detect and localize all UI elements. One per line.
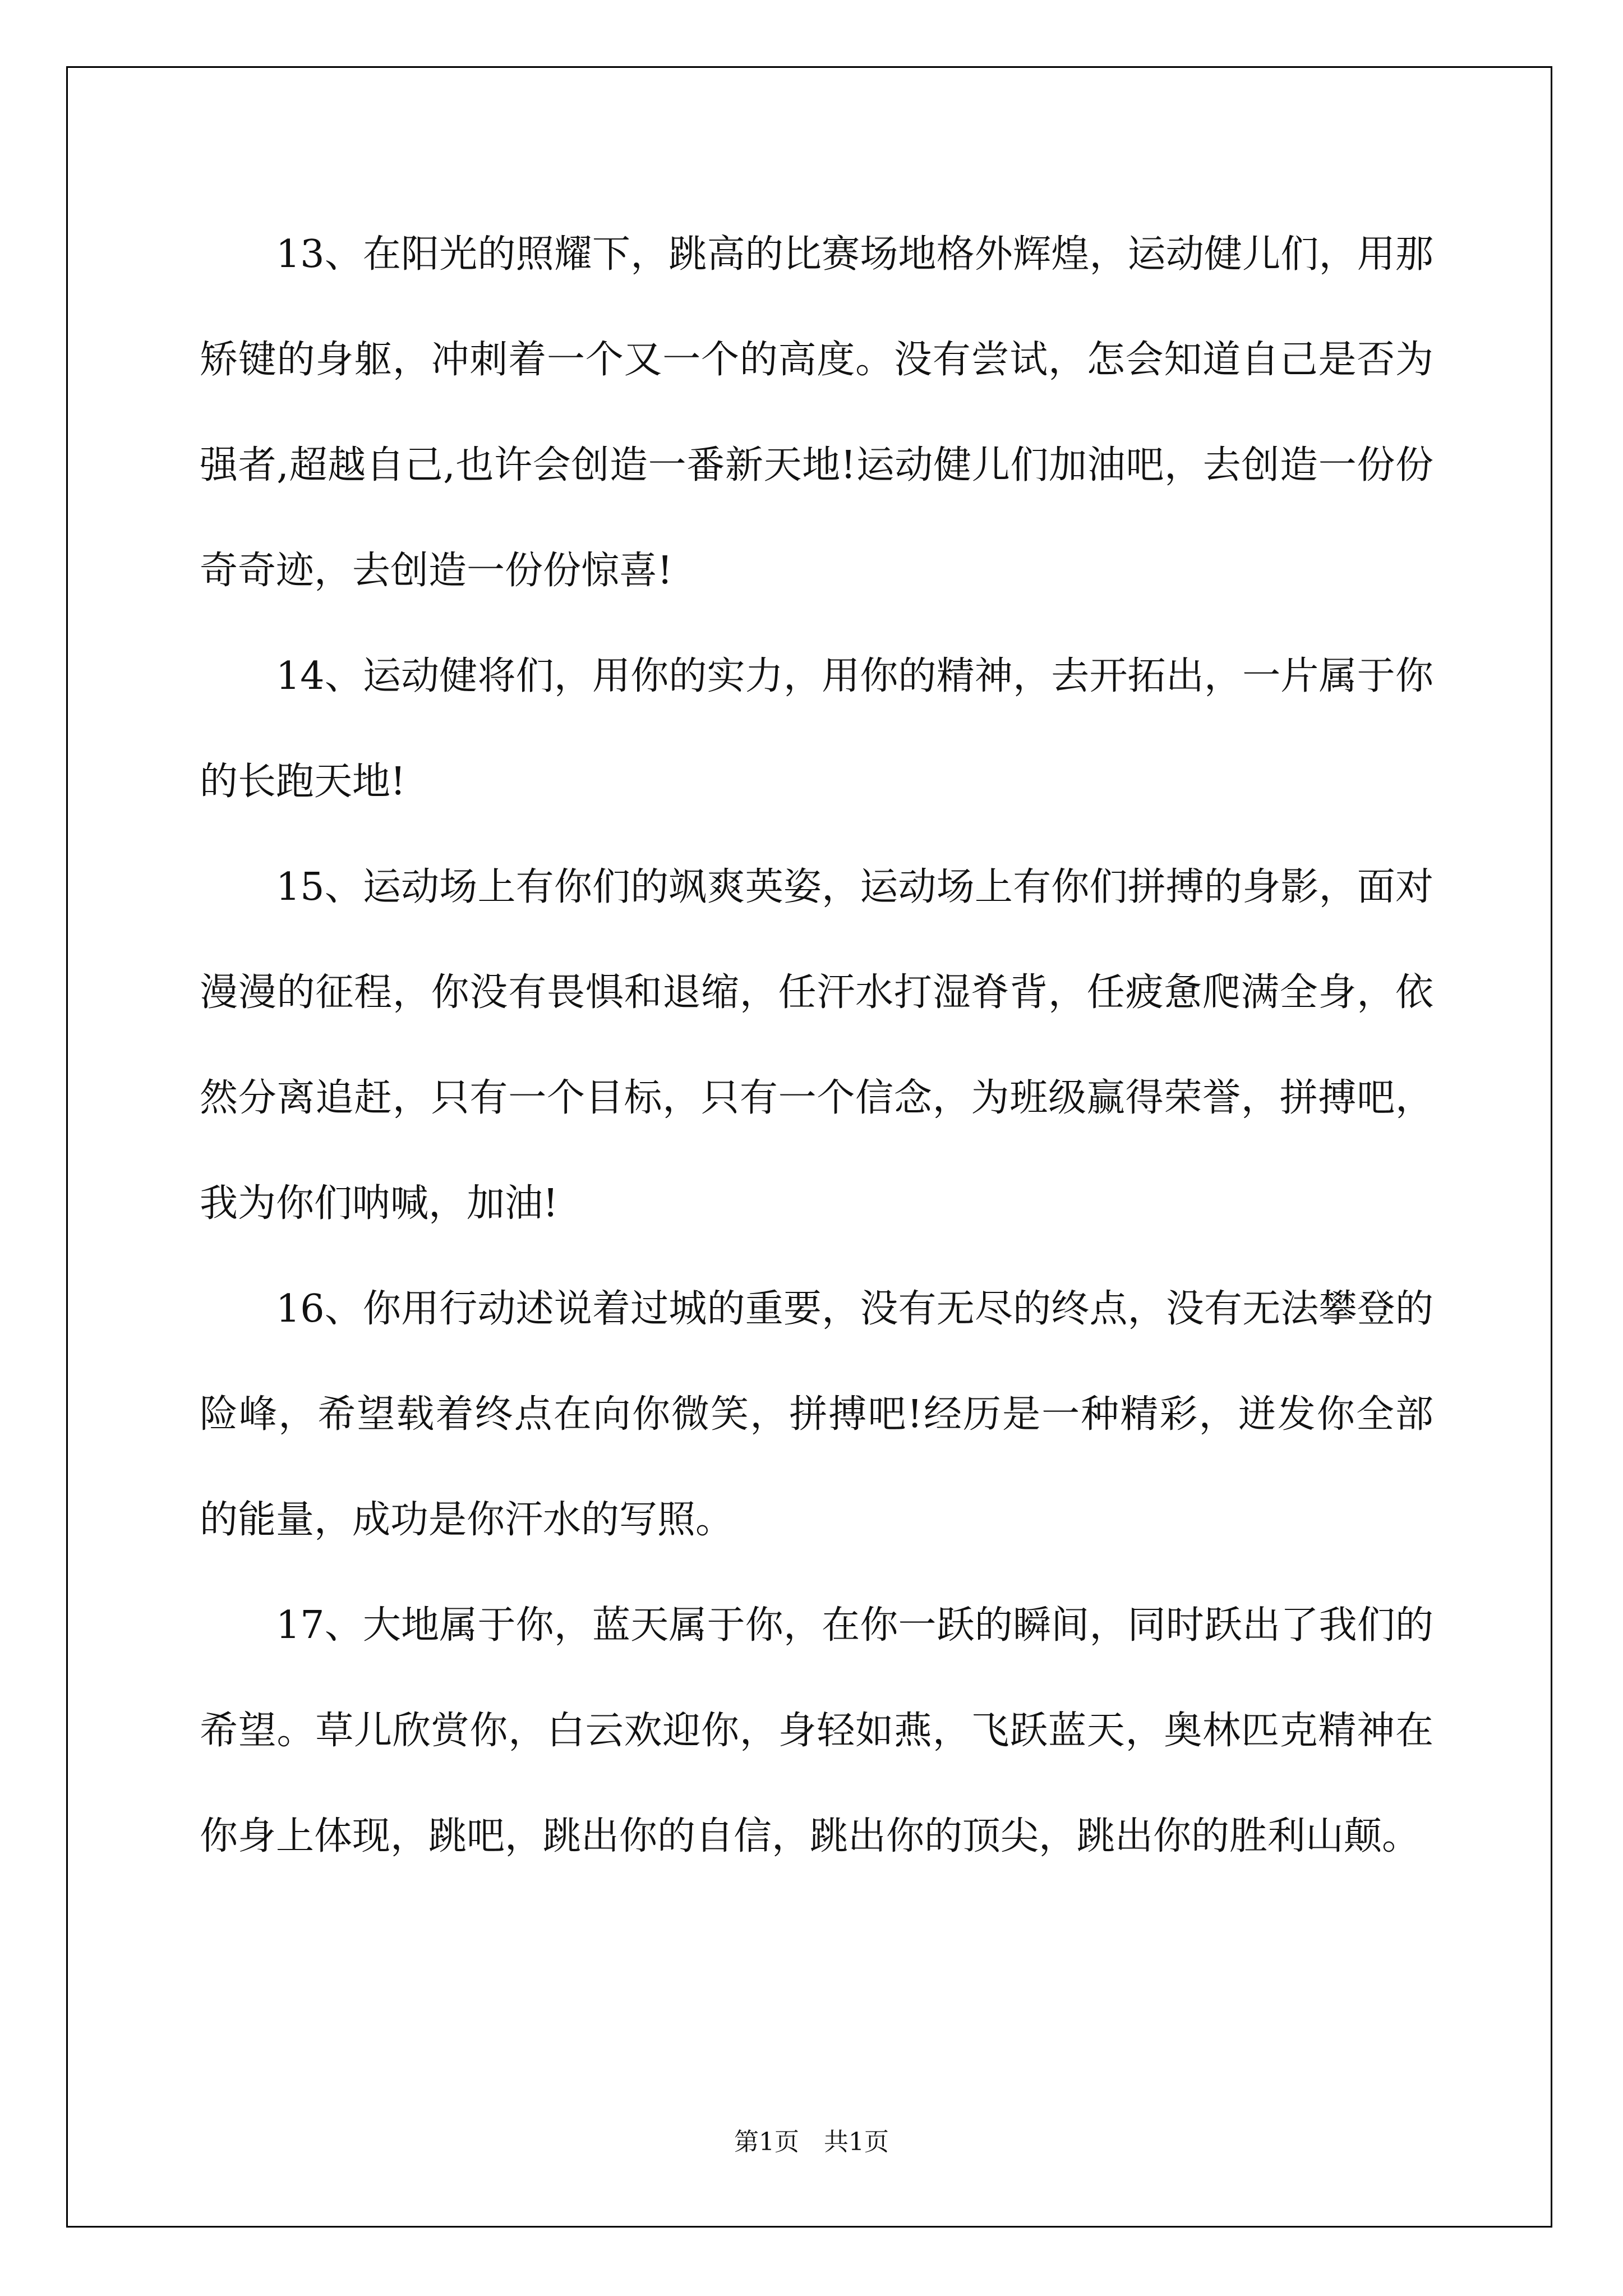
document-body: [200, 202, 1433, 1889]
paragraph-17: 17、大地属于你，蓝天属于你，在你一跃的瞬间，同时跃出了我们的希望。草儿欣赏你，白云欢迎你，身轻如燕，飞跃蓝天，奥林匹克精神在你身上体现，跳吧，跳出你的自信，跳出你的顶尖，跳出你的胜利山颠。: [200, 1603, 1433, 1858]
page-footer: 第1页 共1页: [734, 2128, 889, 2156]
paragraph-13: 13、在阳光的照耀下，跳高的比赛场地格外辉煌，运动健儿们，用那矫键的身躯，冲刺着一个又一个的高度。没有尝试，怎会知道自己是否为强者,超越自己,也许会创造一番新天地!运动健儿们加油吧，去创造一份份奇奇迹，去创造一份份惊喜!: [200, 232, 1433, 593]
paragraph-15: 15、运动场上有你们的飒爽英姿，运动场上有你们拼搏的身影，面对漫漫的征程，你没有畏惧和退缩，任汗水打湿脊背，任疲惫爬满全身，依然分离追赶，只有一个目标，只有一个信念，为班级赢得荣誉，拼搏吧，我为你们呐喊，加油!: [200, 865, 1433, 1226]
paragraph-16: 16、你用行动述说着过城的重要，没有无尽的终点，没有无法攀登的险峰，希望载着终点在向你微笑，拼搏吧!经历是一种精彩，迸发你全部的能量，成功是你汗水的写照。: [200, 1287, 1433, 1542]
paragraph-14: 14、运动健将们，用你的实力，用你的精神，去开拓出，一片属于你的长跑天地!: [200, 654, 1433, 804]
